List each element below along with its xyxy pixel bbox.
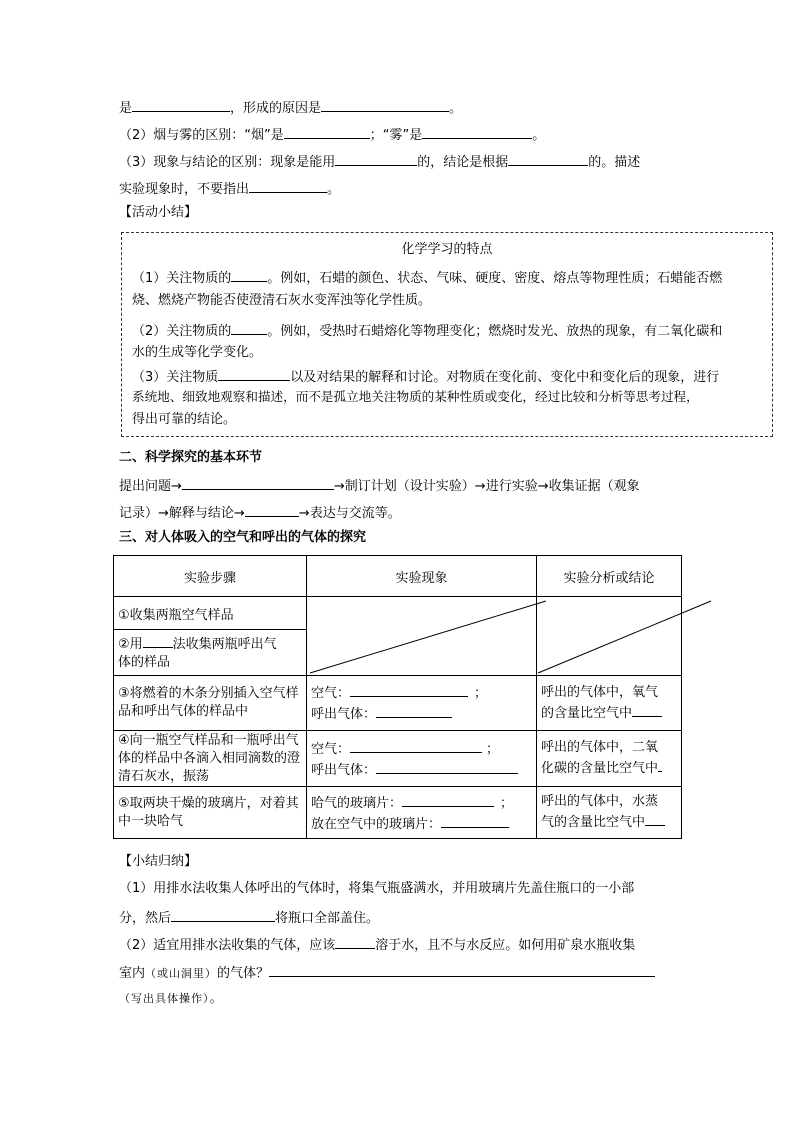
text: 的气体？	[217, 966, 270, 981]
blank[interactable]	[350, 682, 468, 697]
text: 实验现象时，不要指出	[119, 182, 250, 197]
text: 。	[532, 128, 546, 143]
text: 提出问题→	[119, 479, 182, 494]
summary-s2	[119, 934, 635, 955]
header-steps: 实验步骤	[114, 556, 307, 597]
header-observations: 实验现象	[307, 556, 537, 597]
box-p2-cont: 水的生成等化学变化。	[132, 345, 263, 360]
text: 。	[327, 182, 341, 197]
blank[interactable]	[269, 962, 655, 977]
summary-s2-cont	[119, 962, 655, 983]
header-conclusions: 实验分析或结论	[537, 556, 682, 597]
row1-step: ①收集两瓶空气样品	[114, 597, 307, 630]
text: ，形成的原因是	[230, 101, 322, 116]
text: 空气：	[311, 686, 351, 701]
experiment-table	[113, 555, 682, 839]
section2-heading: 二、科学探究的基本环节	[119, 450, 263, 465]
row2-step	[114, 630, 307, 676]
text: 室内	[119, 966, 146, 981]
text: 法收集两瓶呼出气	[172, 637, 277, 652]
text: →制订计划（设计实验）→进行实验→收集证据（观象	[333, 479, 640, 494]
blank[interactable]	[658, 757, 662, 772]
blank[interactable]	[231, 320, 267, 335]
row4-conclusion	[537, 731, 682, 787]
blank[interactable]	[632, 702, 662, 717]
blank[interactable]	[645, 811, 665, 826]
text: 。例如，受热时石蜡熔化等物理变化；燃烧时发光、放热的现象，有二氧化碳和	[267, 324, 723, 339]
text: （3）现象与结论的区别：现象是能用	[119, 155, 336, 170]
text: （2）适宜用排水法收集的气体，应该	[119, 938, 336, 953]
activity-summary-box	[121, 232, 773, 437]
blank[interactable]	[132, 97, 230, 112]
blank[interactable]	[335, 151, 417, 166]
row3-observation	[307, 676, 537, 731]
blank[interactable]	[508, 151, 588, 166]
text: 空气：	[311, 741, 351, 757]
box-p1	[132, 267, 722, 288]
text: 呼出的气体中，二氧	[541, 740, 659, 755]
text: 的。描述	[588, 155, 641, 170]
text: 哈气的玻璃片：	[311, 795, 403, 811]
row4-step: ④向一瓶空气样品和一瓶呼出气体的样品中各滴入相同滴数的澄清石灰水，振荡	[114, 731, 307, 787]
row1-2-observation-na	[307, 597, 537, 676]
text: 的含量比空气中	[541, 705, 633, 721]
table-row	[114, 787, 682, 839]
box-p3	[132, 366, 719, 387]
text: 呼出的气体中，水蒸	[541, 794, 659, 809]
box-title: 化学学习的特点	[401, 242, 493, 257]
blank[interactable]	[249, 178, 327, 193]
text: 呼出的气体中，氧气	[541, 684, 659, 700]
summary-heading: 【小结归纳】	[119, 854, 198, 869]
blank[interactable]	[231, 267, 267, 282]
text: 。	[449, 101, 463, 116]
box-p3-end: 得出可靠的结论。	[132, 412, 237, 427]
text: 气的含量比空气中	[541, 815, 646, 830]
text: 呼出气体：	[311, 707, 377, 722]
text: 将瓶口全部盖住。	[275, 911, 380, 926]
text: 。	[209, 991, 223, 1006]
blank[interactable]	[441, 813, 509, 828]
text: （2）关注物质的	[132, 324, 232, 339]
table-header-row	[114, 556, 682, 597]
blank[interactable]	[218, 366, 290, 381]
text: →表达与交流等。	[298, 506, 401, 521]
row5-conclusion	[537, 787, 682, 839]
box-p1-cont: 烧、燃烧产物能否使澄清石灰水变浑浊等化学性质。	[132, 293, 432, 308]
text: （1）关注物质的	[132, 271, 232, 286]
blank[interactable]	[143, 633, 173, 648]
row3-step: ③将燃着的木条分别插入空气样品和呼出气体的样品中	[114, 676, 307, 731]
text: 的，结论是根据	[417, 155, 509, 170]
summary-s1-cont	[119, 907, 379, 928]
section3-heading: 三、对人体吸入的空气和呼出的气体的探究	[119, 530, 367, 545]
text: 化碳的含量比空气中	[541, 761, 659, 776]
text: ；“雾”是	[369, 128, 423, 143]
text: （3）关注物质	[132, 370, 219, 385]
blank[interactable]	[350, 738, 482, 753]
row4-observation	[307, 731, 537, 787]
text: 记录）→解释与结论→	[119, 506, 245, 521]
section2-line1	[119, 475, 640, 496]
text: 体的样品	[118, 655, 171, 670]
intro-q3	[119, 151, 640, 172]
row5-observation	[307, 787, 537, 839]
text: 是	[119, 101, 133, 116]
blank[interactable]	[182, 475, 334, 490]
table-row	[114, 597, 682, 630]
text: 以及对结果的解释和讨论。对物质在变化前、变化中和变化后的现象，进行	[290, 370, 720, 385]
summary-s2-end	[119, 990, 223, 1008]
row1-2-conclusion-na	[537, 597, 682, 676]
blank[interactable]	[422, 124, 532, 139]
text: 。例如，石蜡的颜色、状态、气味、硬度、密度、熔点等物理性质；石蜡能否燃	[267, 271, 723, 286]
blank[interactable]	[376, 703, 452, 718]
table-row	[114, 731, 682, 787]
text: （2）烟与雾的区别：“烟”是	[119, 128, 284, 143]
section2-line2	[119, 502, 401, 523]
text: ；	[474, 686, 488, 701]
blank[interactable]	[171, 907, 275, 922]
text: ；	[500, 795, 514, 811]
text: 放在空气中的玻璃片：	[311, 816, 442, 832]
box-p2	[132, 320, 722, 341]
intro-line-1	[119, 97, 462, 118]
blank[interactable]	[376, 759, 518, 774]
text: 呼出气体：	[311, 762, 377, 778]
table-row	[114, 676, 682, 731]
blank[interactable]	[245, 502, 299, 517]
text: 分，然后	[119, 911, 172, 926]
row5-step: ⑤取两块干燥的玻璃片，对着其中一块哈气	[114, 787, 307, 839]
text: （写出具体操作）	[119, 992, 210, 1005]
text: ②用	[118, 637, 143, 652]
blank[interactable]	[335, 934, 375, 949]
intro-q2	[119, 124, 545, 145]
summary-s1: （1）用排水法收集人体呼出的气体时，将集气瓶盛满水，并用玻璃片先盖住瓶口的一小部	[119, 881, 635, 896]
blank[interactable]	[321, 97, 449, 112]
text: （或山洞里）	[145, 967, 218, 980]
intro-q3-cont	[119, 178, 340, 199]
blank[interactable]	[402, 792, 494, 807]
text: ；	[486, 741, 500, 757]
activity-heading: 【活动小结】	[119, 205, 198, 220]
box-p3-cont: 系统地、细致地观察和描述，而不是孤立地关注物质的某种性质或变化，经过比较和分析等思考过程，	[132, 389, 699, 404]
text: 溶于水，且不与水反应。如何用矿泉水瓶收集	[375, 938, 636, 953]
row3-conclusion	[537, 676, 682, 731]
blank[interactable]	[284, 124, 370, 139]
